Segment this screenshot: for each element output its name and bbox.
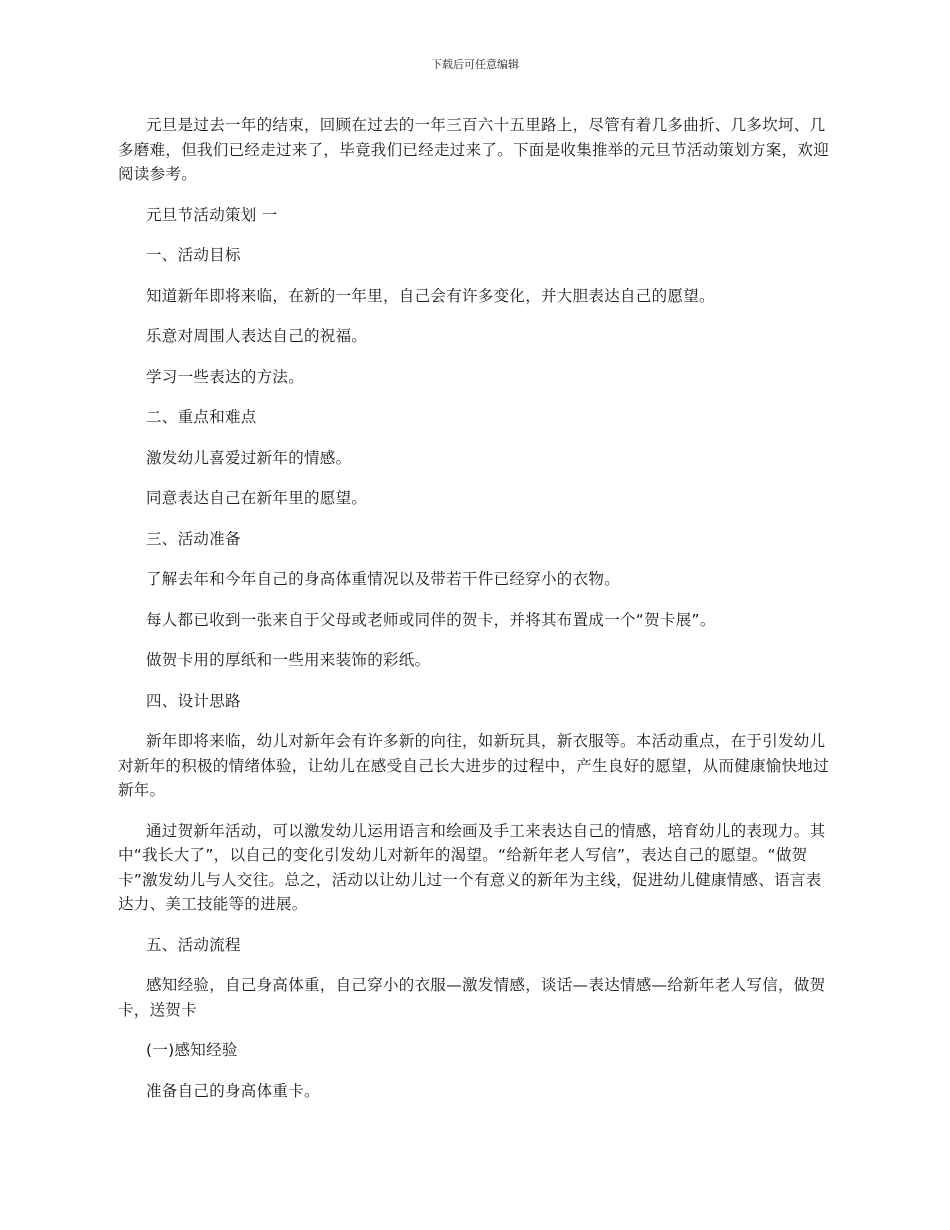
heading-preparation: 三、活动准备 bbox=[146, 529, 241, 548]
heading-goals: 一、活动目标 bbox=[146, 246, 241, 264]
key-point-item: 激发幼儿喜爱过新年的情感。 bbox=[146, 448, 352, 467]
heading-key-points: 二、重点和难点 bbox=[146, 408, 257, 426]
subheading-experience: (一)感知经验 bbox=[146, 1041, 238, 1059]
page-header: 下载后可任意编辑 bbox=[431, 58, 519, 71]
preparation-item: 做贺卡用的厚纸和一些用来装饰的彩纸。 bbox=[146, 651, 431, 669]
goal-item: 学习一些表达的方法。 bbox=[146, 367, 305, 386]
preparation-item: 了解去年和今年自己的身高体重情况以及带若干件已经穿小的衣物。 bbox=[146, 570, 621, 588]
goal-item: 知道新年即将来临，在新的一年里，自己会有许多变化，并大胆表达自己的愿望。 bbox=[146, 286, 715, 305]
section-title: 元旦节活动策划 一 bbox=[146, 205, 278, 224]
heading-design: 四、设计思路 bbox=[146, 691, 241, 710]
goal-item: 乐意对周围人表达自己的祝福。 bbox=[146, 327, 368, 345]
intro-paragraph: 元旦是过去一年的结束，回顾在过去的一年三百六十五里路上，尽管有着几多曲折、几多坎坷、几多磨难，但我们已经走过来了，毕竟我们已经走过来了。下面是收集推举的元旦节活动策划方案，欢迎阅读参考。 bbox=[118, 116, 830, 183]
process-paragraph: 感知经验，自己身高体重，自己穿小的衣服—激发情感，谈话—表达情感—给新年老人写信，做贺卡，送贺卡 bbox=[118, 976, 826, 1019]
design-paragraph: 新年即将来临，幼儿对新年会有许多新的向往，如新玩具，新衣服等。本活动重点，在于引发幼儿对新年的积极的情绪体验，让幼儿在感受自己长大进步的过程中，产生良好的愿望，从而健康愉快地过新年。 bbox=[118, 732, 830, 799]
design-paragraph: 通过贺新年活动，可以激发幼儿运用语言和绘画及手工来表达自己的情感，培育幼儿的表现力。其中“我长大了”，以自己的变化引发幼儿对新年的渴望。“给新年老人写信”，表达自己的愿望。“做贺卡”激发幼儿与人交往。总之，活动以让幼儿过一个有意义的新年为主线，促进幼儿健康情感、语言表达力、美工技能等的进展。 bbox=[118, 821, 826, 913]
experience-item: 准备自己的身高体重卡。 bbox=[146, 1081, 320, 1100]
heading-process: 五、活动流程 bbox=[146, 935, 241, 954]
key-point-item: 同意表达自己在新年里的愿望。 bbox=[146, 489, 368, 507]
document-body bbox=[118, 113, 836, 1119]
preparation-item: 每人都已收到一张来自于父母或老师或同伴的贺卡，并将其布置成一个“贺卡展”。 bbox=[146, 610, 716, 629]
